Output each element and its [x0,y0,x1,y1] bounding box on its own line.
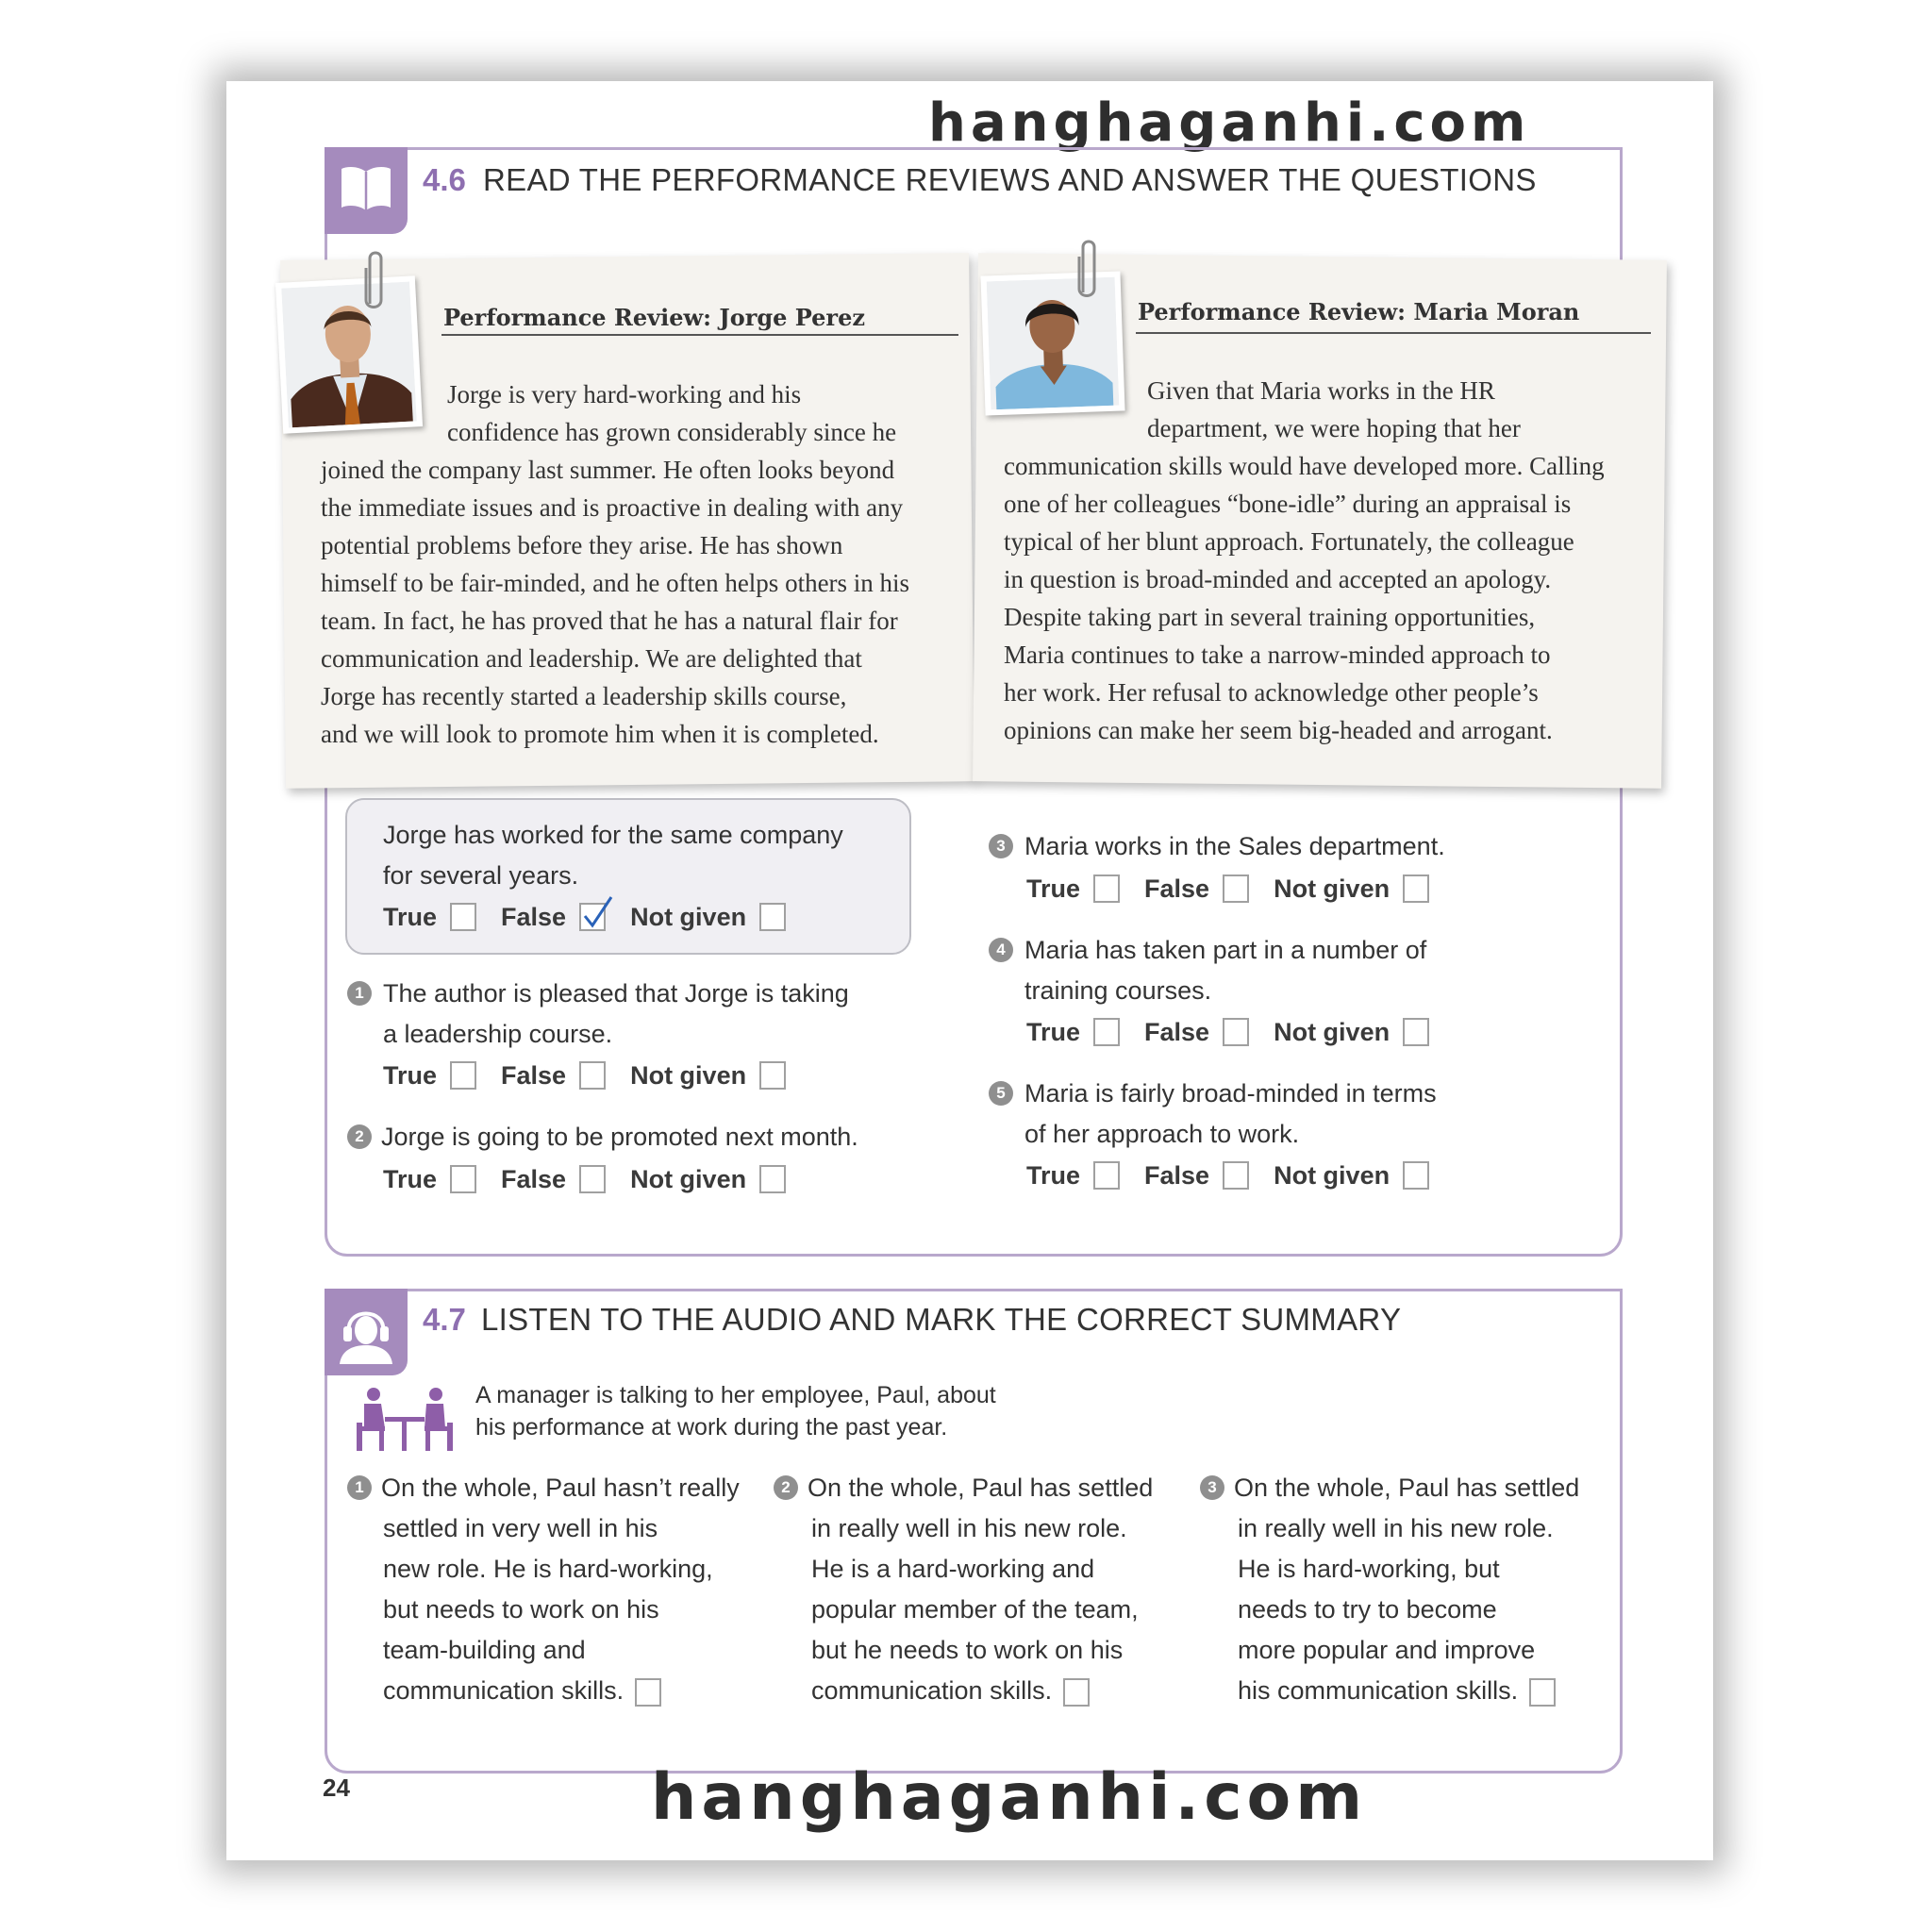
checkbox-not-given[interactable] [1403,1018,1429,1046]
checkbox-true[interactable] [450,1165,476,1193]
watermark-top: hanghaganhi.com [928,92,1531,154]
option-true-label: True [383,902,438,931]
summary-number-2: 2 [774,1475,798,1500]
question-3-text: Maria works in the Sales department. [1024,832,1445,860]
question-number-4: 4 [989,938,1013,962]
check-mark-icon [579,893,617,931]
checkbox-false[interactable] [579,1061,606,1090]
checkbox-false[interactable] [1223,874,1249,903]
option-false-label: False [1144,874,1210,903]
option-false-label: False [1144,1160,1210,1190]
option-not-given-label: Not given [630,902,747,931]
option-true-label: True [383,1060,438,1090]
checkbox-true[interactable] [1093,1161,1120,1190]
section-number: 4.7 [423,1302,466,1337]
summary-1-checkbox[interactable] [635,1678,661,1707]
summary-2-text: On the whole, Paul has settled in really well in his new role. He is a hard-working and popular member of the team, but he needs to work on his communication skills. [808,1474,1154,1705]
checkbox-true[interactable] [1093,874,1120,903]
review-text-jorge: Jorge is very hard-working and his confidence has grown considerably since he joined the company last summer. He often looks beyond the immediate issues and is proactive in dealing with any potential problems before they arise. He has shown himself to be fair-minded, and he often helps others in his team. In fact, he has proved that he has a natural flair for communication and leadership. We are delighted that Jorge has recently started a leadership skills course, and we will look to promote him when it is completed. [321,380,910,748]
question-4-text: Maria has taken part in a number of training courses. [1024,936,1427,1005]
question-5-answer-row [1026,1158,1429,1192]
option-true-label: True [1026,874,1081,903]
question-5-text: Maria is fairly broad-minded in terms of her approach to work. [1024,1079,1437,1148]
option-not-given-label: Not given [1274,1017,1391,1046]
checkbox-not-given[interactable] [1403,1161,1429,1190]
review-title-jorge: Performance Review: Jorge Perez [443,304,865,331]
checkbox-true[interactable] [450,1061,476,1090]
question-number-3: 3 [989,834,1013,858]
option-false-label: False [1144,1017,1210,1046]
page-number: 24 [323,1774,350,1802]
checkbox-false[interactable] [1223,1161,1249,1190]
example-question: Jorge has worked for the same company for several years. [383,821,843,890]
paperclip-icon [1075,236,1100,302]
question-number-2: 2 [347,1124,372,1149]
question-2-answer-row [383,1162,786,1196]
option-false-label: False [501,902,567,931]
option-not-given-label: Not given [1274,874,1391,903]
option-not-given-label: Not given [630,1060,747,1090]
question-number-1: 1 [347,981,372,1006]
review-text-maria: Given that Maria works in the HR department, we were hoping that her communication skills would have developed more. Calling one of her colleagues “bone-idle” during an appraisal is typical of her blunt approach. Fortunately, the colleague in question is broad-minded and accepted an apology. Despite taking part in several training opportunities, Maria continues to take a narrow-minded approach to her work. Her refusal to acknowledge other people’s opinions can make her seem big-headed and arrogant. [1004,376,1605,744]
review-title-maria: Performance Review: Maria Moran [1138,298,1580,325]
summary-3-checkbox[interactable] [1529,1678,1556,1707]
question-1-text: The author is pleased that Jorge is taking a leadership course. [383,979,849,1048]
scenario-text: A manager is talking to her employee, Paul, about his performance at work during the past year. [475,1382,996,1441]
checkbox-not-given[interactable] [759,1061,786,1090]
summary-2-checkbox[interactable] [1063,1678,1090,1707]
section-4-7-tab [325,1289,408,1375]
option-not-given-label: Not given [1274,1160,1391,1190]
option-false-label: False [501,1164,567,1193]
checkbox-false[interactable] [1223,1018,1249,1046]
option-true-label: True [1026,1160,1081,1190]
meeting-icon [353,1385,457,1453]
section-title: LISTEN TO THE AUDIO AND MARK THE CORRECT SUMMARY [481,1302,1402,1337]
checkbox-false-checked[interactable] [579,903,606,931]
checkbox-false[interactable] [579,1165,606,1193]
question-4-answer-row [1026,1015,1429,1049]
review-rule-jorge [441,334,958,336]
question-1-answer-row [383,1058,786,1092]
headphones-person-icon [336,1300,396,1364]
summary-1-text: On the whole, Paul hasn’t really settled in very well in his new role. He is hard-working, but needs to work on his team-building and communication skills. [381,1474,740,1705]
watermark-bottom: hanghaganhi.com [651,1760,1368,1835]
checkbox-not-given[interactable] [759,903,786,931]
option-true-label: True [1026,1017,1081,1046]
checkbox-not-given[interactable] [759,1165,786,1193]
checkbox-true[interactable] [1093,1018,1120,1046]
review-rule-maria [1136,332,1651,334]
example-answer-row [383,900,786,934]
section-4-6-tab [325,147,408,234]
option-true-label: True [383,1164,438,1193]
summary-number-3: 3 [1200,1475,1224,1500]
option-false-label: False [501,1060,567,1090]
question-3-answer-row [1026,872,1429,906]
summary-number-1: 1 [347,1475,372,1500]
summary-3-text: On the whole, Paul has settled in really well in his new role. He is hard-working, but needs to try to become more popular and improve his communication skills. [1234,1474,1580,1705]
section-title: READ THE PERFORMANCE REVIEWS AND ANSWER THE QUESTIONS [483,162,1537,197]
section-number: 4.6 [423,162,466,197]
paperclip-icon [362,247,387,313]
option-not-given-label: Not given [630,1164,747,1193]
checkbox-true[interactable] [450,903,476,931]
checkbox-not-given[interactable] [1403,874,1429,903]
question-number-5: 5 [989,1081,1013,1106]
open-book-icon [336,158,396,219]
question-2-text: Jorge is going to be promoted next month. [381,1123,858,1151]
